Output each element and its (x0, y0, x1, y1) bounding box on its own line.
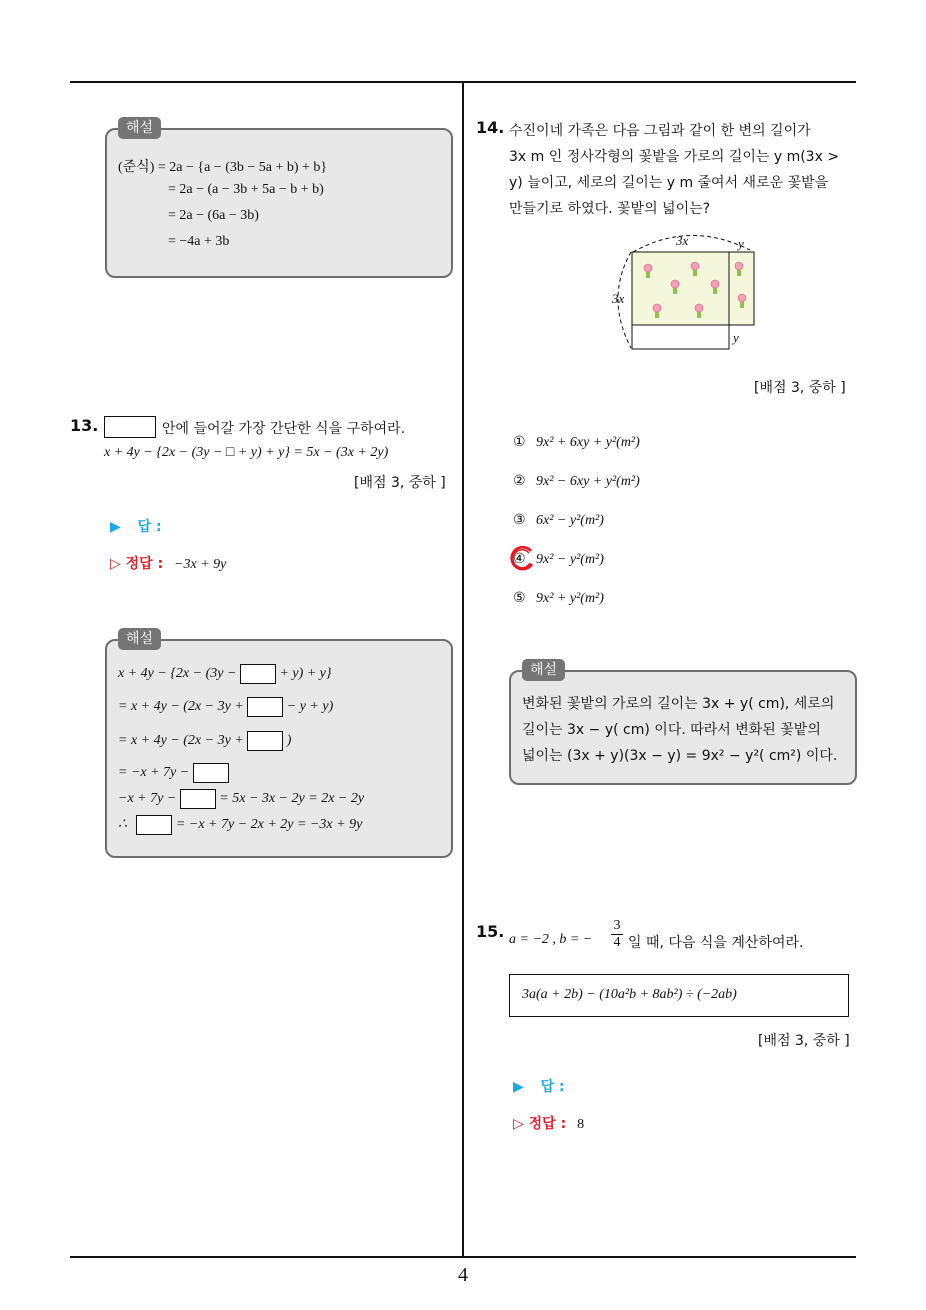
solution-13-line-4: = −x + 7y − (118, 763, 229, 783)
question-14-score: [배점 3, 중하 ] (754, 380, 846, 396)
question-14-line-2: 3x m 인 정사각형의 꽃밭을 가로의 길이는 y m(3x > (509, 149, 840, 165)
solution-tag-12: 해설 (118, 117, 161, 139)
question-13-number: 13. (70, 416, 99, 435)
selected-choice-circle-icon (507, 544, 537, 574)
choice-4[interactable]: ④ 9x² − y²(m²) (513, 551, 604, 567)
play-triangle-icon: ▶ (513, 1079, 524, 1095)
solution-13-line-2: = x + 4y − (2x − 3y + − y + y) (118, 697, 333, 717)
figure-side-label: 3x (612, 291, 625, 306)
question-13-answer (110, 516, 162, 536)
choice-2[interactable]: ② 9x² − 6xy + y²(m²) (513, 473, 640, 489)
solution-13-line-5: −x + 7y − = 5x − 3x − 2y = 2x − 2y (118, 789, 364, 809)
question-15-answer (513, 1076, 565, 1096)
blank-box (180, 789, 216, 809)
page-number: 4 (458, 1264, 468, 1286)
blank-box (193, 763, 229, 783)
correct-answer-label: 정답 : (528, 1116, 567, 1132)
figure-top-right-label: y (738, 236, 744, 251)
question-15-prompt: 일 때, 다음 식을 계산하여라. (628, 935, 804, 951)
figure-bottom-right-label: y (733, 330, 739, 345)
outline-triangle-icon: ▷ (513, 1116, 524, 1132)
question-14-line-4: 만들기로 하였다. 꽃밭의 넓이는? (509, 201, 711, 217)
blank-box (136, 815, 172, 835)
column-divider (462, 83, 464, 1256)
solution-14-line-2: 길이는 3x − y( cm) 이다. 따라서 변화된 꽃밭의 (522, 722, 821, 738)
question-15-number: 15. (476, 922, 505, 941)
outline-triangle-icon: ▷ (110, 556, 121, 572)
question-14-number: 14. (476, 118, 505, 137)
page-bottom-rule (70, 1256, 856, 1258)
solution-13-line-3: = x + 4y − (2x − 3y + ) (118, 731, 291, 751)
correct-answer-label: 정답 : (125, 556, 164, 572)
solution-tag-13: 해설 (118, 628, 161, 650)
correct-answer-value: −3x + 9y (174, 557, 227, 572)
solution-12-line-4: = −4a + 3b (168, 234, 230, 249)
solution-13-line-1: x + 4y − {2x − (3y − + y) + y} (118, 664, 332, 684)
solution-14-line-1: 변화된 꽃밭의 가로의 길이는 3x + y( cm), 세로의 (522, 696, 835, 712)
question-15-expression: 3a(a + 2b) − (10a²b + 8ab²) ÷ (−2ab) (522, 987, 737, 1002)
solution-box-12 (105, 128, 453, 278)
solution-13-line-6: ∴ = −x + 7y − 2x + 2y = −3x + 9y (118, 815, 362, 835)
choice-3[interactable]: ③ 6x² − y²(m²) (513, 512, 604, 528)
choice-5[interactable]: ⑤ 9x² + y²(m²) (513, 590, 604, 606)
question-14-line-1: 수진이네 가족은 다음 그림과 같이 한 변의 길이가 (509, 123, 811, 139)
question-13-prompt: 안에 들어갈 가장 간단한 식을 구하여라. (162, 421, 406, 437)
solution-14-line-3: 넓이는 (3x + y)(3x − y) = 9x² − y²( cm²) 이다. (522, 748, 838, 764)
choice-1[interactable]: ① 9x² + 6xy + y²(m²) (513, 434, 640, 450)
question-13-score: [배점 3, 중하 ] (354, 475, 446, 491)
blank-box (247, 731, 283, 751)
answer-label: 답 : (137, 519, 162, 535)
solution-tag-14: 해설 (522, 659, 565, 681)
question-13-equation: x + 4y − {2x − (3y − □ + y) + y} = 5x − (3x + 2y) (104, 445, 389, 460)
question-13-blank-box (104, 416, 156, 438)
question-15-correct-answer (513, 1113, 584, 1133)
play-triangle-icon: ▶ (110, 519, 121, 535)
question-13-correct-answer (110, 553, 226, 573)
blank-box (240, 664, 276, 684)
question-15-condition: a = −2 , b = − (509, 932, 593, 947)
solution-12-line-2: = 2a − (a − 3b + 5a − b + b) (168, 182, 324, 197)
blank-box (247, 697, 283, 717)
answer-label: 답 : (540, 1079, 565, 1095)
question-15-fraction: 3 4 (611, 918, 623, 951)
question-15-score: [배점 3, 중하 ] (758, 1033, 850, 1049)
correct-answer-value: 8 (577, 1117, 585, 1132)
question-14-line-3: y) 늘이고, 세로의 길이는 y m 줄여서 새로운 꽃밭을 (509, 175, 829, 191)
solution-12-line-1: (준식) = 2a − {a − (3b − 5a + b) + b} (118, 160, 328, 175)
solution-12-line-3: = 2a − (6a − 3b) (168, 208, 259, 223)
figure-top-label: 3x (676, 233, 689, 248)
